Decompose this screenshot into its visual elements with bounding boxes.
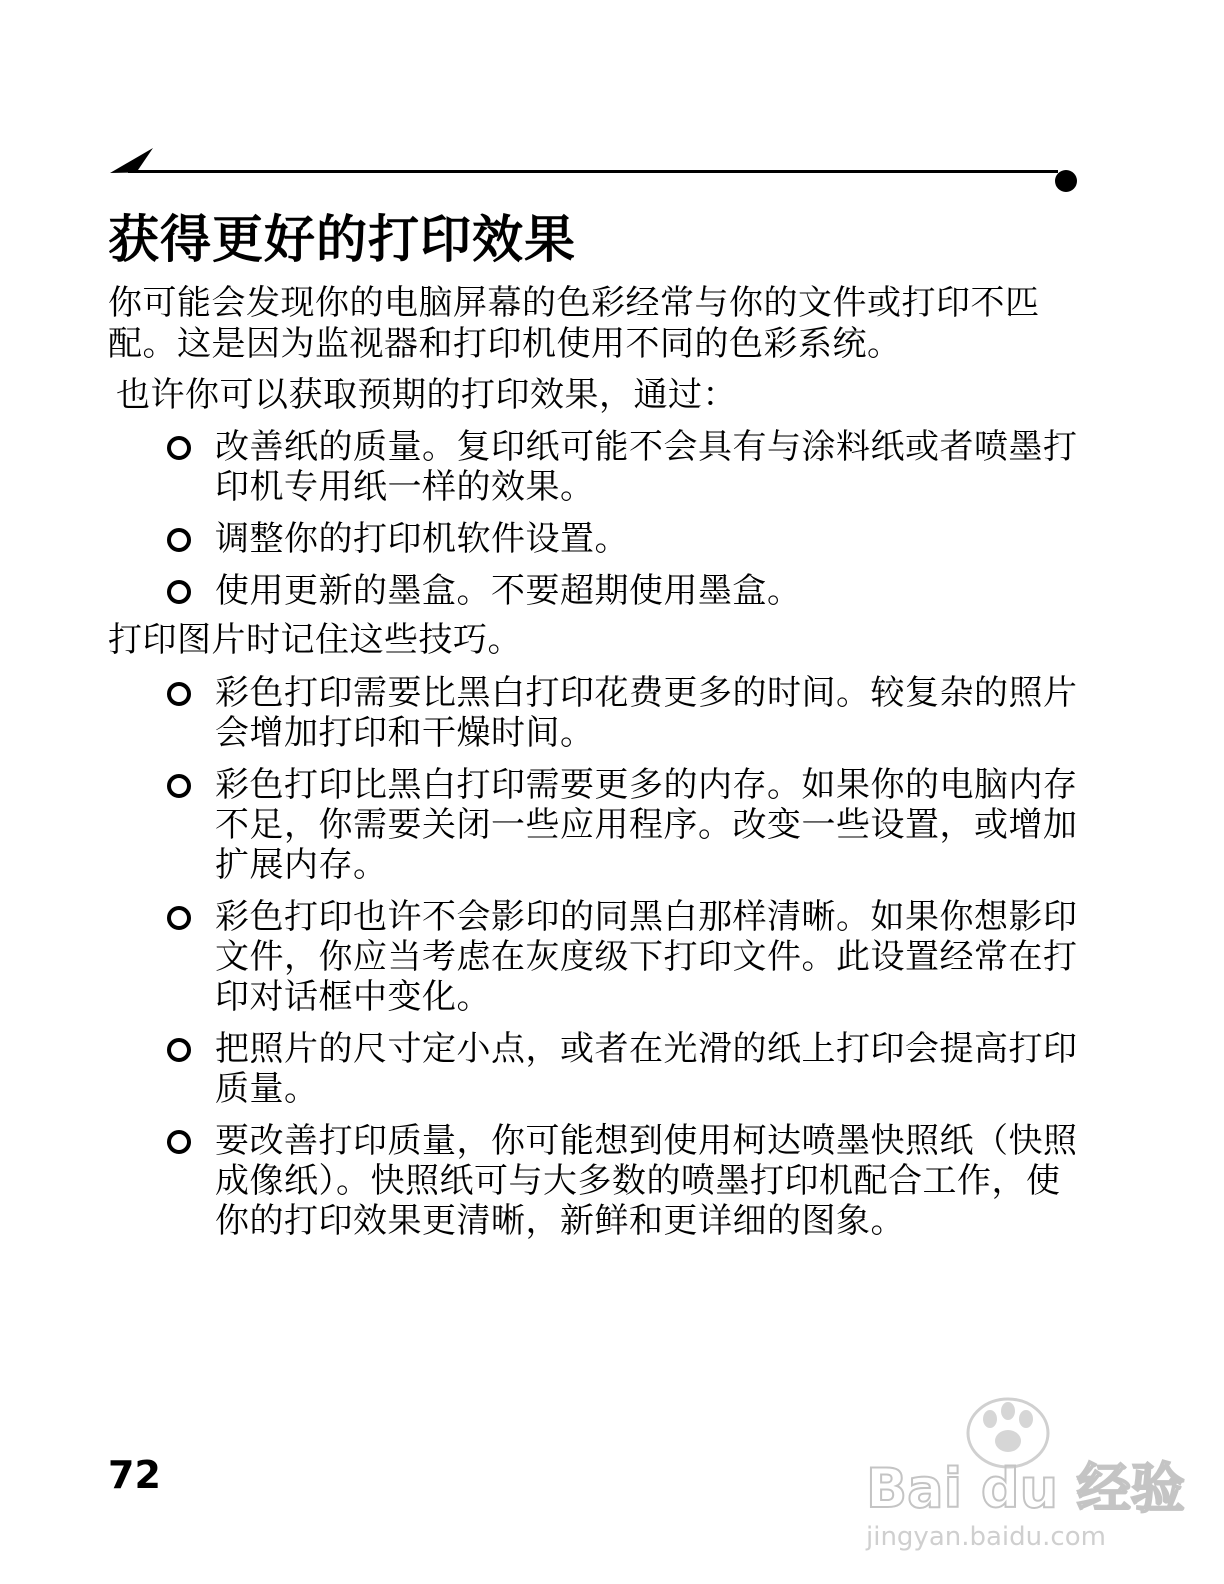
list-item [165,571,1085,611]
intro-paragraph: 你可能会发现你的电脑屏幕的色彩经常与你的文件或打印不匹配。这是因为监视器和打印机使用不同的色彩系统。 [108,283,1040,364]
circle-bullet-icon [167,774,191,798]
list-item [165,1121,1085,1241]
list-item [165,427,1085,507]
circle-bullet-icon [167,1130,191,1154]
list-item [165,1029,1085,1109]
list-item [165,673,1085,753]
tips-list [165,673,1085,1241]
page-title: 获得更好的打印效果 [108,211,577,270]
list-item-text: 把照片的尺寸定小点，或者在光滑的纸上打印会提高打印质量。 [215,1029,1078,1109]
circle-bullet-icon [167,1038,191,1062]
circle-bullet-icon [167,906,191,930]
circle-bullet-icon [167,580,191,604]
list-item [165,519,1085,559]
header-rule [108,140,1083,200]
list-item-text: 彩色打印比黑白打印需要更多的内存。如果你的电脑内存不足，你需要关闭一些应用程序。改变一些设置，或增加扩展内存。 [215,765,1078,885]
list-item [165,897,1085,1017]
ways-list [165,427,1085,611]
page-number: 72 [108,1453,161,1497]
rule-line [128,170,1058,173]
rule-end-dot-icon [1055,170,1077,192]
list-item [165,765,1085,885]
watermark-url: jingyan.baidu.com [866,1522,1106,1552]
ways-intro: 也许你可以获取预期的打印效果，通过： [116,375,737,415]
tips-intro: 打印图片时记住这些技巧。 [108,620,522,660]
circle-bullet-icon [167,528,191,552]
list-item-text: 改善纸的质量。复印纸可能不会具有与涂料纸或者喷墨打印机专用纸一样的效果。 [215,427,1078,507]
baidu-jingyan-watermark [858,1385,1185,1565]
list-item-text: 要改善打印质量，你可能想到使用柯达喷墨快照纸（快照成像纸）。快照纸可与大多数的喷墨打印机配合工作，使你的打印效果更清晰，新鲜和更详细的图象。 [215,1121,1078,1241]
list-item-text: 使用更新的墨盒。不要超期使用墨盒。 [215,571,802,611]
circle-bullet-icon [167,682,191,706]
list-item-text: 彩色打印需要比黑白打印花费更多的时间。较复杂的照片会增加打印和干燥时间。 [215,673,1078,753]
list-item-text: 彩色打印也许不会影印的同黑白那样清晰。如果你想影印文件，你应当考虑在灰度级下打印文件。此设置经常在打印对话框中变化。 [215,897,1078,1017]
watermark-brand: Bai du 经验 [866,1457,1185,1520]
list-item-text: 调整你的打印机软件设置。 [215,519,629,559]
circle-bullet-icon [167,436,191,460]
arrow-tip-icon [110,148,153,173]
